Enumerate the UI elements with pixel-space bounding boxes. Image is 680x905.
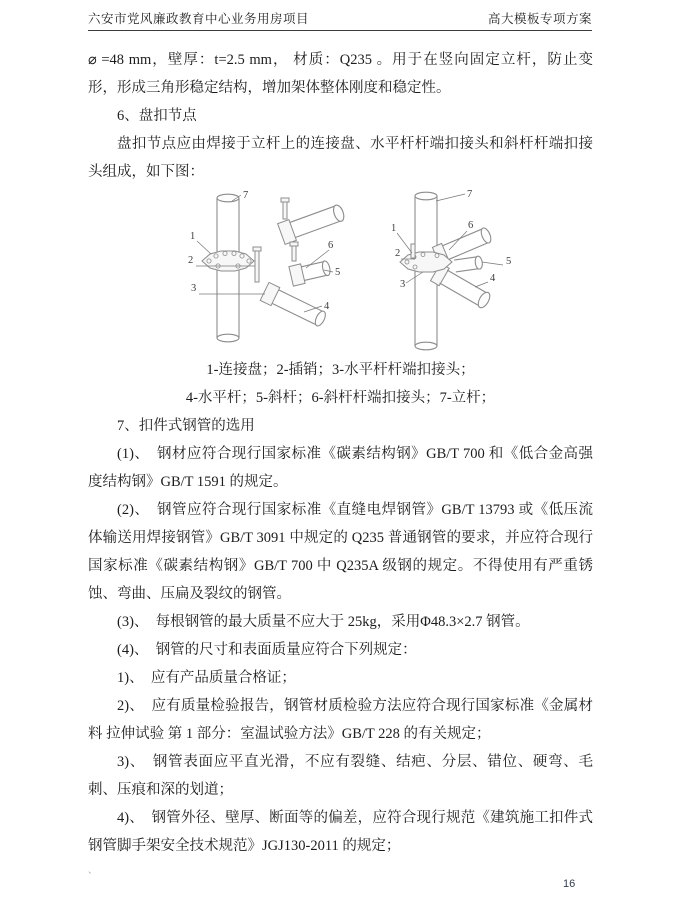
- pipe-top-ellipse: [217, 194, 239, 202]
- wedge-pin-cap: [253, 247, 261, 251]
- diagonal-pin: [292, 245, 296, 261]
- paragraph-subitem-2: 2)、 应有质量检验报告，钢管材质检验方法应符合现行国家标准《金属材料 拉伸试验 第 1 部分：室温试验方法》GB/T 228 的有关规定；: [88, 698, 593, 742]
- pipe-bottom-ellipse: [415, 342, 437, 350]
- figure-label-3: 3: [190, 283, 196, 294]
- caption-line-2: 4-水平杆；5-斜杆；6-斜杆杆端扣接头；7-立杆；: [185, 390, 496, 406]
- figure-label-2: 2: [187, 255, 193, 266]
- joint-diagram-svg: [166, 188, 516, 356]
- header-project-name: 六安市党风廉政教育中心业务用房项目: [88, 12, 310, 26]
- figure-label-1: 1: [390, 223, 396, 234]
- connection-disk: [400, 252, 452, 272]
- diagonal-bar-assembly: [288, 258, 331, 286]
- figure-label-7: 7: [466, 189, 472, 200]
- heading-section-7: 7、扣件式钢管的选用: [117, 418, 255, 434]
- caption-line-1: 1-连接盘；2-插销；3-水平杆杆端扣接头；: [206, 362, 475, 378]
- leader-line: [197, 241, 211, 254]
- paragraph-section-6: 盘扣节点应由焊接于立杆上的连接盘、水平杆杆端扣接头和斜杆杆端扣接头组成，如下图：: [88, 136, 593, 180]
- connection-disk: [202, 251, 254, 271]
- paragraph-item-4: (4)、 钢管的尺寸和表面质量应符合下列规定：: [117, 642, 417, 658]
- assembled-joint-drawing: [391, 189, 511, 350]
- figure-label-5: 5: [505, 256, 511, 267]
- wedge-pin: [411, 244, 415, 258]
- upper-pin: [283, 201, 287, 219]
- leader-line: [475, 282, 488, 287]
- exploded-joint-drawing: [188, 190, 347, 342]
- paragraph-intro: ⌀ =48 mm，壁厚：t=2.5 mm， 材质：Q235 。用于在竖向固定立杆，防止变形，形成三角形稳定结构，增加架体整体刚度和稳定性。: [88, 52, 593, 96]
- pipe-top-ellipse: [415, 192, 437, 200]
- upper-pin-cap: [281, 198, 289, 202]
- paragraph-subitem-3: 3)、 钢管表面应平直光滑，不应有裂缝、结疤、分层、错位、硬弯、毛刺、压痕和深的划道；: [88, 754, 593, 798]
- stub-bar: [454, 256, 483, 273]
- upper-bar-assembly: [277, 201, 346, 244]
- figure-label-6: 6: [467, 220, 473, 231]
- figure-caption: [88, 356, 593, 412]
- leader-line: [482, 262, 503, 265]
- header-doc-title: 高大模板专项方案: [487, 12, 592, 26]
- figure-label-2: 2: [394, 248, 400, 259]
- paragraph-item-3: (3)、 每根钢管的最大质量不应大于 25kg，采用Φ48.3×2.7 钢管。: [117, 614, 530, 630]
- paragraph-item-1: (1)、 钢材应符合现行国家标准《碳素结构钢》GB/T 700 和《低合金高强度结构钢》GB/T 1591 的规定。: [88, 446, 593, 490]
- figure-label-4: 4: [489, 273, 495, 284]
- figure-label-4: 4: [323, 301, 329, 312]
- paragraph-item-2: (2)、 钢管应符合现行国家标准《直缝电焊钢管》GB/T 13793 或《低压流体输送用焊接钢管》GB/T 3091 中规定的 Q235 普通钢管的要求，并应符合现行国家标准《碳素结构钢》GB/T 700 中 Q235A 级钢的规定。不得使用有严重锈蚀、弯曲、压扁及裂纹的钢管。: [88, 502, 593, 602]
- pipe-bottom-ellipse: [217, 334, 239, 342]
- page-header: [88, 9, 592, 31]
- diagonal-pin-cap: [290, 242, 298, 246]
- leader-line: [449, 231, 467, 250]
- figure-label-3: 3: [399, 279, 405, 290]
- figure-label-1: 1: [189, 231, 195, 242]
- figure-label-6: 6: [327, 240, 333, 251]
- stray-punctuation-mark: 、: [88, 865, 98, 875]
- leader-line: [436, 194, 465, 201]
- paragraph-subitem-1: 1)、 应有产品质量合格证；: [117, 670, 296, 686]
- document-body: [88, 46, 593, 860]
- pan-buckle-joint-figure: [88, 188, 593, 412]
- page-number: 16: [563, 878, 576, 890]
- heading-section-6: 6、盘扣节点: [117, 108, 197, 124]
- horizontal-bar-assembly: [260, 282, 328, 329]
- figure-label-7: 7: [242, 190, 248, 201]
- paragraph-subitem-4: 4)、 钢管外径、壁厚、断面等的偏差，应符合现行规范《建筑施工扣件式钢管脚手架安全技术规范》JGJ130-2011 的规定；: [88, 810, 593, 854]
- figure-label-5: 5: [334, 267, 340, 278]
- wedge-pin: [255, 250, 259, 282]
